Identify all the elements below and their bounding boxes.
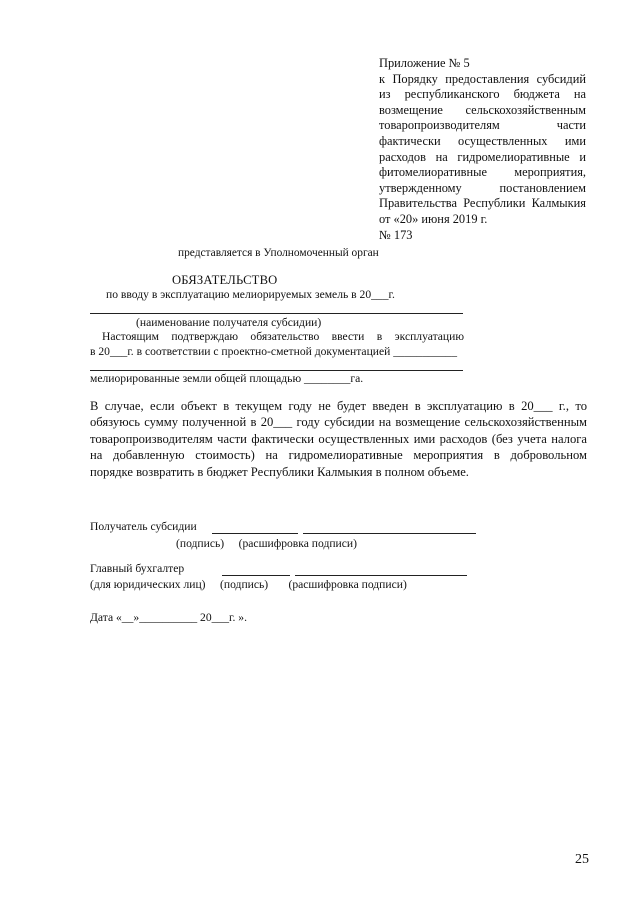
appendix-line: Правительства Республики Калмыкия bbox=[379, 196, 586, 211]
appendix-line: № 173 bbox=[379, 227, 413, 242]
paragraph-line: В случае, если объект в текущем году не будет введен в эксплуатацию в 20___ г., то bbox=[90, 399, 587, 413]
accountant-signature-decoding-line bbox=[295, 575, 467, 576]
project-documentation-line bbox=[90, 370, 463, 371]
recipient-signature-label: Получатель субсидии bbox=[90, 520, 197, 533]
document-title: ОБЯЗАТЕЛЬСТВО bbox=[172, 273, 278, 287]
appendix-line: утвержденному постановлением bbox=[379, 180, 586, 195]
accountant-signature-line bbox=[222, 575, 290, 576]
appendix-line: к Порядку предоставления субсидий bbox=[379, 71, 586, 86]
recipient-signature-line bbox=[212, 533, 298, 534]
appendix-header bbox=[379, 56, 586, 243]
appendix-line: товаропроизводителям части bbox=[379, 118, 586, 133]
recipient-name-caption: (наименование получателя субсидии) bbox=[136, 316, 322, 329]
accountant-signature-captions: (для юридических лиц) (подпись) (расшифровка подписи) bbox=[90, 578, 407, 591]
accountant-signature-label: Главный бухгалтер bbox=[90, 562, 185, 575]
paragraph-line: обязуюсь сумму полученной в 20___ году субсидии на возмещение сельскохозяйственным bbox=[90, 415, 587, 430]
date-line: Дата «__»__________ 20___г. ». bbox=[90, 611, 247, 624]
paragraph-line: на добавленную стоимость) на гидромелиоративные мероприятия в добровольном bbox=[90, 448, 587, 463]
appendix-line: Приложение № 5 bbox=[379, 56, 470, 70]
area-line: мелиорированные земли общей площадью ________га. bbox=[90, 372, 364, 385]
appendix-line: от «20» июня 2019 г. bbox=[379, 211, 488, 226]
appendix-line: возмещение сельскохозяйственным bbox=[379, 102, 586, 117]
confirmation-line-2: в 20___г. в соответствии с проектно-сметной документацией ___________ bbox=[90, 345, 457, 358]
appendix-line: фитомелиоративные мероприятия, bbox=[379, 165, 586, 180]
document-subtitle: по вводу в эксплуатацию мелиорируемых земель в 20___г. bbox=[106, 288, 395, 301]
paragraph-line: порядке возвратить в бюджет Республики Калмыкия в полном объеме. bbox=[90, 464, 469, 479]
paragraph-line: товаропроизводителям части фактически осуществленных ими расходов (без учета налога bbox=[90, 431, 587, 446]
page-number: 25 bbox=[575, 852, 589, 867]
appendix-line: фактически осуществленных ими bbox=[379, 133, 586, 148]
obligation-paragraph bbox=[90, 398, 587, 480]
appendix-line: расходов на гидромелиоративные и bbox=[379, 149, 586, 164]
appendix-line: из республиканского бюджета на bbox=[379, 87, 586, 102]
recipient-name-line bbox=[90, 313, 463, 314]
confirmation-line-1: Настоящим подтверждаю обязательство ввести в эксплуатацию bbox=[102, 330, 464, 343]
recipient-signature-decoding-line bbox=[303, 533, 476, 534]
submitted-to-note: представляется в Уполномоченный орган bbox=[178, 247, 379, 259]
recipient-signature-captions: (подпись) (расшифровка подписи) bbox=[176, 537, 357, 550]
